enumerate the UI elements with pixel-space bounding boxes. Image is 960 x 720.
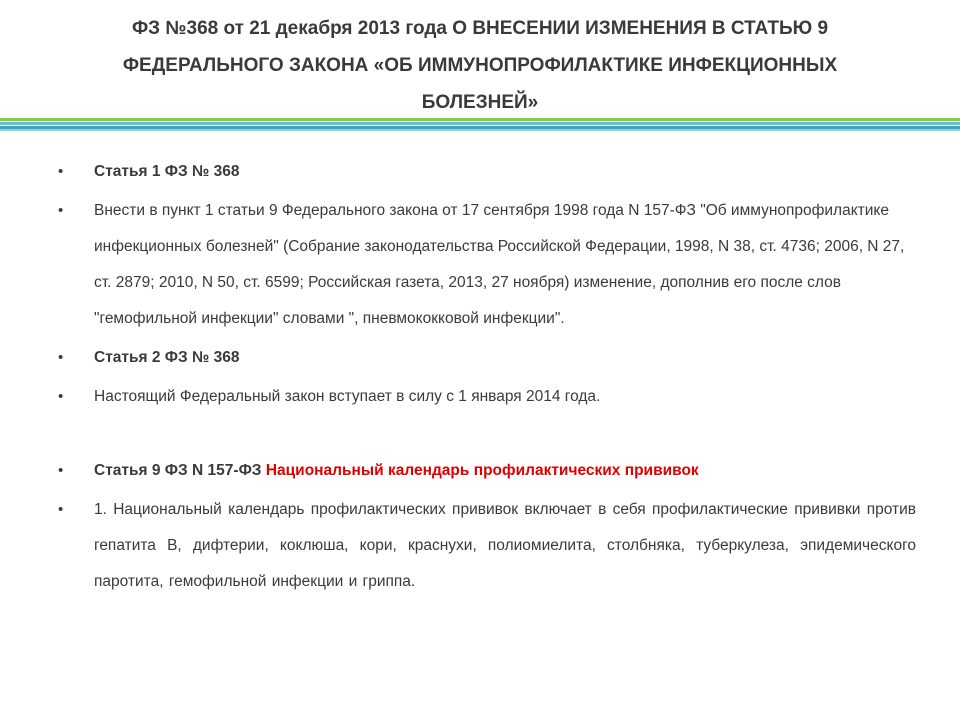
content-list [56, 154, 916, 600]
art2-text: Настоящий Федеральный закон вступает в силу с 1 января 2014 года. [94, 388, 601, 405]
stripe-teal [0, 122, 960, 125]
bullet-icon: • [58, 349, 64, 366]
stripe-green [0, 118, 960, 121]
slide-title [20, 10, 940, 121]
art2-heading: Статья 2 ФЗ № 368 [94, 349, 240, 366]
art9-text: 1. Национальный календарь профилактических прививок включает в себя профилактические прививки против гепатита В, дифтерии, коклюша, кори, краснухи, полиомиелита, столбняка, туберкулеза, эпидемического паротита, гемофильной инфекции и гриппа. [94, 501, 916, 590]
art9-heading-prefix: Статья 9 ФЗ N 157-ФЗ [94, 462, 262, 479]
list-item-art9-heading [56, 453, 916, 489]
list-item-art9-text [56, 492, 916, 600]
decorative-stripes [0, 118, 960, 132]
list-item-art2-text [56, 379, 916, 415]
bullet-icon: • [58, 163, 64, 180]
stripe-light-teal [0, 129, 960, 131]
title-line-2: ФЕДЕРАЛЬНОГО ЗАКОНА «ОБ ИММУНОПРОФИЛАКТИКЕ ИНФЕКЦИОННЫХ [122, 55, 838, 76]
list-item-art1-text [56, 193, 916, 337]
list-item-art2-heading [56, 340, 916, 376]
bullet-icon: • [58, 501, 64, 518]
bullet-icon: • [58, 388, 64, 405]
art9-heading-title: Национальный календарь профилактических прививок [265, 462, 699, 479]
art1-heading: Статья 1 ФЗ № 368 [94, 163, 240, 180]
bullet-icon: • [58, 462, 64, 479]
bullet-icon: • [58, 202, 64, 219]
art1-text: Внести в пункт 1 статьи 9 Федерального закона от 17 сентября 1998 года N 157-ФЗ "Об иммунопрофилактике инфекционных болезней" (Собрание законодательства Российской Федерации, 1998, N 38, ст. 4736; 2006, N 27, ст. 2879; 2010, N 50, ст. 6599; Российская газета, 2013, 27 ноября) изменение, дополнив его после слов "гемофильной инфекции" словами ", пневмококковой инфекции". [94, 202, 905, 327]
title-line-3: БОЛЕЗНЕЙ» [421, 92, 539, 113]
list-item-art1-heading [56, 154, 916, 190]
title-line-1: ФЗ №368 от 21 декабря 2013 года О ВНЕСЕНИИ ИЗМЕНЕНИЯ В СТАТЬЮ 9 [131, 18, 829, 39]
